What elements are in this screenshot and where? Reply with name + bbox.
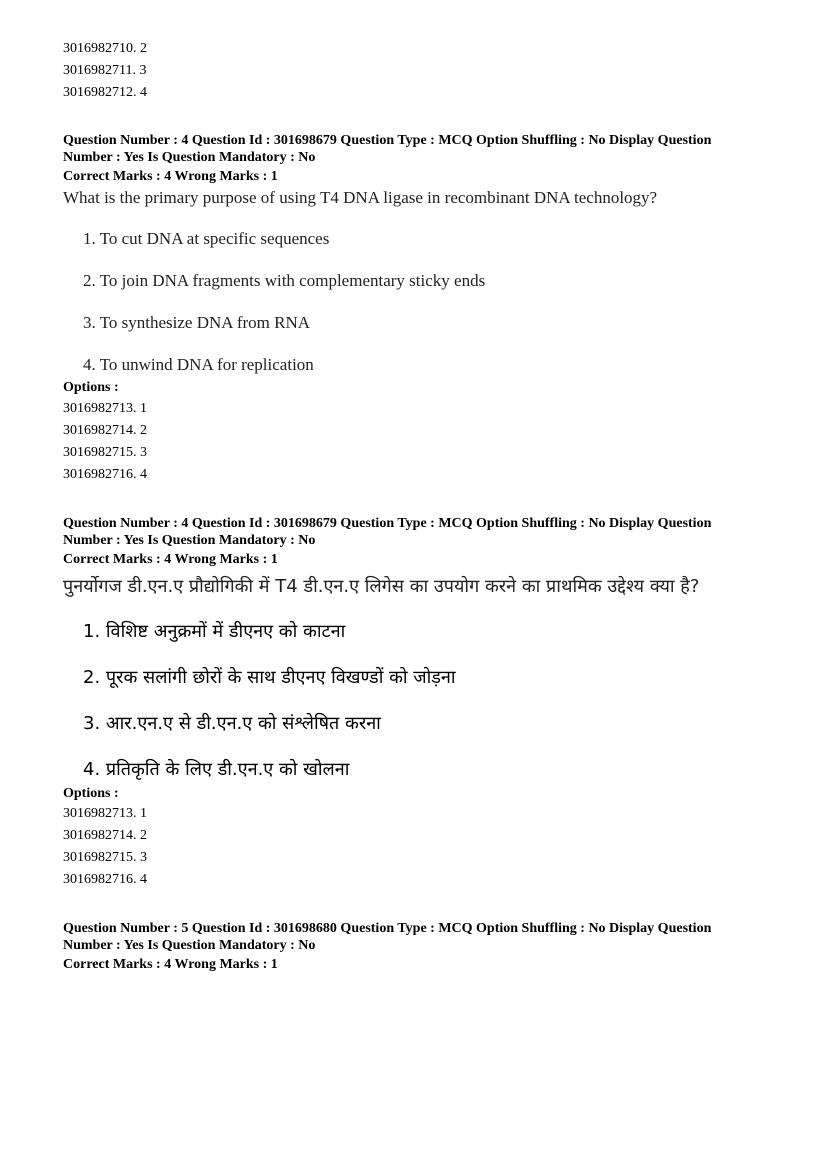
answer-choice-hindi: 4. प्रतिकृति के लिए डी.एन.ए को खोलना — [83, 759, 350, 780]
option-id-line: 3016982714. 2 — [63, 828, 147, 843]
option-id-line: 3016982715. 3 — [63, 445, 147, 460]
answer-choice: 3. To synthesize DNA from RNA — [83, 313, 311, 332]
option-id-line: 3016982710. 2 — [63, 41, 147, 56]
question-header: Question Number : 4 Question Id : 301698679 Question Type : MCQ Option Shuffling : No Display Question Number : Yes Is Question Mandatory : No — [63, 133, 712, 165]
marks-line: Correct Marks : 4 Wrong Marks : 1 — [63, 169, 278, 184]
option-id-line: 3016982712. 4 — [63, 85, 147, 100]
option-id-line: 3016982716. 4 — [63, 467, 147, 482]
answer-choice: 1. To cut DNA at specific sequences — [83, 229, 330, 248]
question-header: Question Number : 4 Question Id : 301698679 Question Type : MCQ Option Shuffling : No Display Question Number : Yes Is Question Mandatory : No — [63, 516, 712, 548]
question-text-hindi: पुनर्योगज डी.एन.ए प्रौद्योगिकी में T4 डी.एन.ए लिगेस का उपयोग करने का प्राथमिक उद्देश्य क्या है? — [63, 576, 700, 597]
option-id-line: 3016982711. 3 — [63, 63, 147, 78]
answer-choice-hindi: 1. विशिष्ट अनुक्रमों में डीएनए को काटना — [83, 621, 346, 642]
marks-line: Correct Marks : 4 Wrong Marks : 1 — [63, 957, 278, 972]
option-id-line: 3016982714. 2 — [63, 423, 147, 438]
marks-line: Correct Marks : 4 Wrong Marks : 1 — [63, 552, 278, 567]
option-id-line: 3016982713. 1 — [63, 401, 147, 416]
option-id-line: 3016982715. 3 — [63, 850, 147, 865]
options-label: Options : — [63, 786, 119, 801]
answer-choice-hindi: 2. पूरक सलांगी छोरों के साथ डीएनए विखण्डों को जोड़ना — [83, 667, 456, 688]
question-header: Question Number : 5 Question Id : 301698680 Question Type : MCQ Option Shuffling : No Display Question Number : Yes Is Question Mandatory : No — [63, 921, 712, 953]
answer-choice-hindi: 3. आर.एन.ए से डी.एन.ए को संश्लेषित करना — [83, 713, 381, 734]
answer-choice: 2. To join DNA fragments with complementary sticky ends — [83, 271, 486, 290]
answer-choice: 4. To unwind DNA for replication — [83, 355, 314, 374]
option-id-line: 3016982716. 4 — [63, 872, 147, 887]
question-text: What is the primary purpose of using T4 DNA ligase in recombinant DNA technology? — [63, 188, 658, 207]
options-label: Options : — [63, 380, 119, 395]
option-id-line: 3016982713. 1 — [63, 806, 147, 821]
